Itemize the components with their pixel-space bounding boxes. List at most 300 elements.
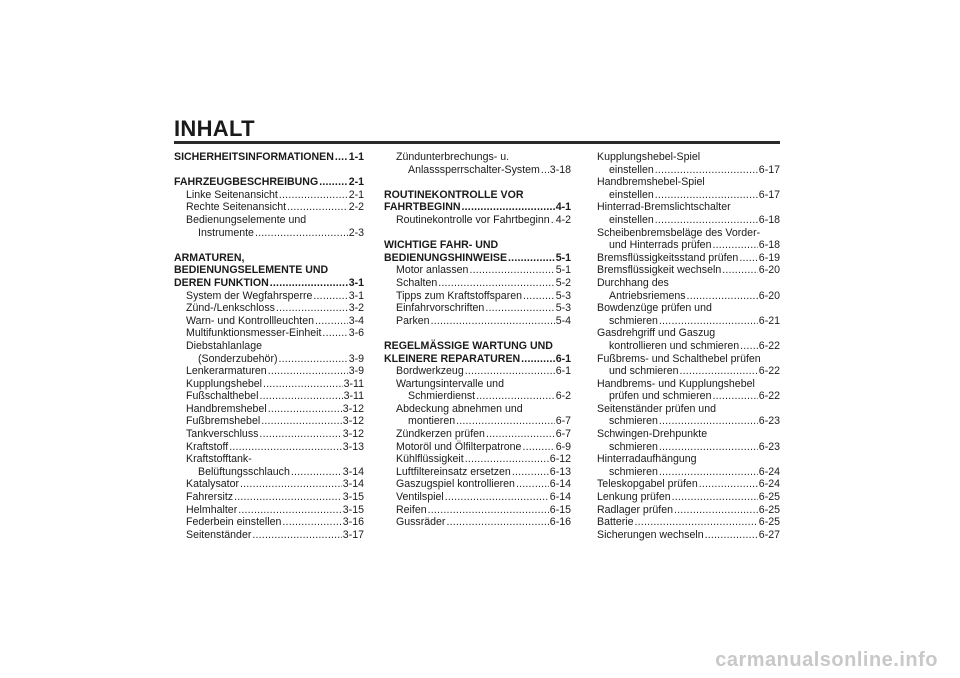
toc-entry[interactable] bbox=[597, 227, 780, 240]
toc-page-number: 3-15 bbox=[342, 491, 364, 504]
toc-entry-label: Kupplungshebel bbox=[186, 377, 262, 390]
toc-entry-label: Reifen bbox=[396, 503, 427, 516]
toc-entry-label: Batterie bbox=[597, 516, 634, 529]
toc-entry-label: BEDIENUNGSELEMENTE UND bbox=[174, 264, 329, 277]
toc-entry[interactable] bbox=[597, 176, 780, 189]
page-title: INHALT bbox=[174, 116, 255, 141]
toc-entry[interactable] bbox=[174, 441, 364, 454]
toc-entry[interactable] bbox=[384, 365, 571, 378]
toc-leader-dots bbox=[276, 302, 348, 315]
toc-entry-label: Routinekontrolle vor Fahrtbeginn bbox=[396, 213, 550, 226]
toc-entry[interactable] bbox=[174, 491, 364, 504]
toc-page-number: 6-24 bbox=[758, 465, 780, 478]
toc-entry[interactable] bbox=[384, 151, 571, 164]
toc-entry-label: Kühlflüssigkeit bbox=[396, 453, 464, 466]
toc-leader-dots bbox=[523, 290, 555, 303]
toc-entry-label: Fahrersitz bbox=[186, 491, 234, 504]
toc-page-number: 3-16 bbox=[342, 516, 364, 529]
toc-page-number: 6-7 bbox=[555, 415, 571, 428]
toc-leader-dots bbox=[291, 466, 342, 479]
toc-page-number: 6-14 bbox=[549, 478, 571, 491]
toc-entry[interactable] bbox=[597, 478, 780, 491]
toc-entry[interactable] bbox=[384, 453, 571, 466]
toc-leader-dots bbox=[674, 504, 758, 517]
toc-entry[interactable] bbox=[597, 264, 780, 277]
toc-leader-dots bbox=[259, 390, 342, 403]
toc-leader-dots bbox=[740, 340, 758, 353]
toc-leader-dots bbox=[438, 277, 554, 290]
toc-entry[interactable] bbox=[384, 516, 571, 529]
toc-entry[interactable] bbox=[174, 516, 364, 529]
toc-entry-label: Zünd-/Lenkschloss bbox=[186, 302, 275, 315]
toc-leader-dots bbox=[268, 365, 348, 378]
toc-entry[interactable] bbox=[174, 390, 364, 403]
toc-leader-dots bbox=[229, 441, 342, 454]
toc-page-number: 6-15 bbox=[549, 503, 571, 516]
toc-entry-label: KLEINERE REPARATUREN bbox=[384, 352, 521, 365]
toc-entry-label: Handbrems- und Kupplungshebel bbox=[597, 377, 755, 390]
toc-entry-label: Warn- und Kontrollleuchten bbox=[186, 314, 314, 327]
toc-entry-label: schmieren bbox=[609, 415, 658, 428]
toc-entry[interactable] bbox=[384, 441, 571, 454]
toc-entry-label: Gussräder bbox=[396, 516, 446, 529]
toc-entry[interactable] bbox=[174, 302, 364, 315]
toc-entry-label: Ventilspiel bbox=[396, 491, 444, 504]
toc-entry-label: Bremsflüssigkeitsstand prüfen bbox=[597, 251, 739, 264]
toc-leader-dots bbox=[456, 415, 555, 428]
toc-entry[interactable] bbox=[597, 516, 780, 529]
toc-entry[interactable] bbox=[174, 201, 364, 214]
toc-entry-label: Hinterrad-Bremslichtschalter bbox=[597, 201, 731, 214]
toc-page-number: 6-20 bbox=[758, 289, 780, 302]
toc-entry[interactable] bbox=[597, 353, 780, 366]
toc-entry[interactable] bbox=[597, 151, 780, 164]
toc-entry[interactable] bbox=[597, 504, 780, 517]
toc-entry[interactable] bbox=[174, 478, 364, 491]
toc-leader-dots bbox=[659, 315, 758, 328]
toc-spacer bbox=[174, 239, 364, 252]
toc-entry[interactable] bbox=[384, 164, 571, 177]
toc-page-number: 6-12 bbox=[549, 453, 571, 466]
toc-entry[interactable] bbox=[597, 390, 780, 403]
toc-page-number: 6-23 bbox=[758, 440, 780, 453]
toc-entry-label: Durchhang des bbox=[597, 276, 669, 289]
toc-page-number: 6-9 bbox=[555, 440, 571, 453]
toc-leader-dots bbox=[705, 529, 758, 542]
toc-page-number: 3-1 bbox=[348, 276, 364, 289]
toc-page-number: 6-27 bbox=[758, 528, 780, 541]
toc-entry[interactable] bbox=[384, 504, 571, 517]
toc-entry-label: Teleskopgabel prüfen bbox=[597, 478, 698, 491]
toc-entry[interactable] bbox=[597, 201, 780, 214]
toc-entry-label: Rechte Seitenansicht bbox=[186, 201, 287, 214]
toc-page-number: 6-16 bbox=[549, 516, 571, 529]
toc-entry-label: Zündkerzen prüfen bbox=[396, 428, 485, 441]
toc-section-heading[interactable] bbox=[174, 252, 364, 265]
toc-entry[interactable] bbox=[174, 290, 364, 303]
toc-entry[interactable] bbox=[174, 214, 364, 227]
toc-entry-label: und Hinterrads prüfen bbox=[609, 239, 712, 252]
toc-page-number: 6-23 bbox=[758, 415, 780, 428]
toc-page-number: 4-1 bbox=[555, 201, 571, 214]
toc-page-number: 5-1 bbox=[555, 251, 571, 264]
toc-entry-label: Scheibenbremsbeläge des Vorder- bbox=[597, 226, 761, 239]
toc-page-number: 2-1 bbox=[348, 188, 364, 201]
toc-page-number: 3-14 bbox=[342, 465, 364, 478]
toc-entry[interactable] bbox=[384, 403, 571, 416]
toc-leader-dots bbox=[445, 491, 549, 504]
toc-entry-label: prüfen und schmieren bbox=[609, 390, 712, 403]
toc-entry-label: Bowdenzüge prüfen und bbox=[597, 302, 712, 315]
toc-leader-dots bbox=[699, 478, 758, 491]
toc-leader-dots bbox=[431, 315, 555, 328]
toc-page-number: 6-24 bbox=[758, 478, 780, 491]
toc-leader-dots bbox=[551, 214, 555, 227]
toc-entry[interactable] bbox=[597, 327, 780, 340]
toc-entry-label: schmieren bbox=[609, 440, 658, 453]
toc-leader-dots bbox=[279, 189, 348, 202]
toc-entry[interactable] bbox=[384, 214, 571, 227]
toc-section-heading[interactable] bbox=[384, 201, 571, 214]
toc-leader-dots bbox=[261, 415, 342, 428]
toc-leader-dots bbox=[240, 478, 342, 491]
toc-leader-dots bbox=[655, 189, 758, 202]
toc-entry[interactable] bbox=[174, 353, 364, 366]
toc-page-number: 5-3 bbox=[555, 302, 571, 315]
toc-entry-label: einstellen bbox=[609, 163, 654, 176]
toc-entry-label: Abdeckung abnehmen und bbox=[396, 402, 523, 415]
toc-leader-dots bbox=[252, 529, 341, 542]
toc-entry[interactable] bbox=[597, 290, 780, 303]
toc-page-number: 3-2 bbox=[348, 302, 364, 315]
toc-page-number: 3-18 bbox=[549, 163, 571, 176]
toc-spacer bbox=[174, 164, 364, 177]
toc-leader-dots bbox=[541, 164, 549, 177]
toc-entry-label: Instrumente bbox=[198, 226, 254, 239]
toc-entry[interactable] bbox=[384, 315, 571, 328]
toc-page-number: 6-22 bbox=[758, 365, 780, 378]
toc-entry-label: Schmierdienst bbox=[408, 390, 476, 403]
toc-entry-label: Antriebsriemens bbox=[609, 289, 686, 302]
toc-entry-label: schmieren bbox=[609, 314, 658, 327]
toc-entry-label: Tankverschluss bbox=[186, 428, 259, 441]
toc-page-number: 6-17 bbox=[758, 188, 780, 201]
toc-entry-label: Belüftungsschlauch bbox=[198, 465, 290, 478]
toc-page-number: 3-13 bbox=[342, 440, 364, 453]
title-rule bbox=[174, 141, 780, 144]
toc-leader-dots bbox=[462, 201, 555, 214]
toc-leader-dots bbox=[313, 290, 347, 303]
toc-page-number: 3-1 bbox=[348, 289, 364, 302]
toc-entry[interactable] bbox=[384, 428, 571, 441]
toc-entry[interactable] bbox=[174, 504, 364, 517]
toc-entry-label: Multifunktionsmesser-Einheit bbox=[186, 327, 322, 340]
toc-entry-label: Einfahrvorschriften bbox=[396, 302, 485, 315]
toc-page-number: 4-2 bbox=[555, 213, 571, 226]
toc-entry-label: Bremsflüssigkeit wechseln bbox=[597, 264, 722, 277]
toc-entry[interactable] bbox=[174, 189, 364, 202]
toc-entry[interactable] bbox=[384, 302, 571, 315]
toc-page-number: 6-25 bbox=[758, 491, 780, 504]
toc-page-number: 3-11 bbox=[343, 377, 364, 390]
toc-entry-label: Lenkerarmaturen bbox=[186, 365, 267, 378]
toc-page-number: 3-9 bbox=[348, 365, 364, 378]
toc-entry[interactable] bbox=[174, 529, 364, 542]
toc-entry-label: Kraftstoff bbox=[186, 440, 229, 453]
toc-entry-label: Zündunterbrechungs- u. bbox=[396, 151, 510, 163]
toc-leader-dots bbox=[486, 428, 555, 441]
toc-entry[interactable] bbox=[174, 428, 364, 441]
toc-entry[interactable] bbox=[597, 378, 780, 391]
toc-leader-dots bbox=[722, 264, 758, 277]
toc-entry-label: Diebstahlanlage bbox=[186, 339, 262, 352]
toc-entry-label: Gasdrehgriff und Gaszug bbox=[597, 327, 716, 340]
toc-column-3 bbox=[597, 151, 780, 541]
toc-entry[interactable] bbox=[384, 290, 571, 303]
toc-entry[interactable] bbox=[597, 529, 780, 542]
toc-entry[interactable] bbox=[597, 214, 780, 227]
toc-leader-dots bbox=[238, 504, 342, 517]
toc-page-number: 3-12 bbox=[342, 428, 364, 441]
toc-leader-dots bbox=[259, 428, 341, 441]
toc-leader-dots bbox=[712, 239, 757, 252]
toc-leader-dots bbox=[469, 264, 554, 277]
toc-leader-dots bbox=[672, 491, 758, 504]
toc-page-number: 2-2 bbox=[348, 201, 364, 214]
toc-leader-dots bbox=[516, 478, 549, 491]
toc-leader-dots bbox=[263, 378, 343, 391]
toc-leader-dots bbox=[687, 290, 758, 303]
toc-page-number: 6-13 bbox=[549, 465, 571, 478]
toc-page-number: 3-9 bbox=[348, 352, 364, 365]
toc-leader-dots bbox=[335, 151, 348, 164]
toc-leader-dots bbox=[315, 315, 348, 328]
toc-entry[interactable] bbox=[597, 466, 780, 479]
toc-page-number: 6-2 bbox=[555, 390, 571, 403]
toc-leader-dots bbox=[512, 466, 549, 479]
toc-page-number: 2-3 bbox=[348, 226, 364, 239]
toc-page-number: 2-1 bbox=[348, 176, 364, 189]
toc-page-number: 3-14 bbox=[342, 478, 364, 491]
toc-leader-dots bbox=[446, 516, 548, 529]
toc-entry-label: DEREN FUNKTION bbox=[174, 276, 269, 289]
toc-page-number: 1-1 bbox=[348, 151, 364, 163]
toc-page-number: 3-15 bbox=[342, 503, 364, 516]
toc-column-2 bbox=[384, 151, 571, 529]
toc-entry-label: Gaszugspiel kontrollieren bbox=[396, 478, 515, 491]
toc-entry[interactable] bbox=[597, 189, 780, 202]
toc-entry[interactable] bbox=[597, 315, 780, 328]
toc-entry-label: Bedienungselemente und bbox=[186, 213, 307, 226]
toc-entry[interactable] bbox=[174, 327, 364, 340]
toc-entry-label: montieren bbox=[408, 415, 456, 428]
toc-leader-dots bbox=[255, 227, 348, 240]
toc-page-number: 6-14 bbox=[549, 491, 571, 504]
toc-entry[interactable] bbox=[384, 491, 571, 504]
toc-entry-label: einstellen bbox=[609, 188, 654, 201]
toc-entry-label: Lenkung prüfen bbox=[597, 491, 671, 504]
toc-entry[interactable] bbox=[174, 227, 364, 240]
toc-entry-label: Bordwerkzeug bbox=[396, 365, 464, 378]
toc-entry[interactable] bbox=[597, 340, 780, 353]
toc-page-number: 3-17 bbox=[342, 528, 364, 541]
toc-section-heading[interactable] bbox=[174, 151, 364, 164]
toc-leader-dots bbox=[319, 176, 347, 189]
toc-entry-label: Radlager prüfen bbox=[597, 503, 673, 516]
toc-entry-label: Kraftstofftank- bbox=[186, 453, 252, 466]
toc-entry-label: Linke Seitenansicht bbox=[186, 188, 278, 201]
toc-entry[interactable] bbox=[174, 378, 364, 391]
toc-entry[interactable] bbox=[597, 415, 780, 428]
toc-entry[interactable] bbox=[384, 415, 571, 428]
toc-entry-label: FAHRZEUGBESCHREIBUNG bbox=[174, 176, 319, 189]
toc-page-number: 5-4 bbox=[555, 314, 571, 327]
toc-entry[interactable] bbox=[174, 315, 364, 328]
toc-entry[interactable] bbox=[174, 453, 364, 466]
toc-spacer bbox=[384, 227, 571, 240]
watermark: carmanualsonline.info bbox=[715, 649, 938, 671]
toc-leader-dots bbox=[635, 516, 758, 529]
toc-entry-label: Motor anlassen bbox=[396, 264, 469, 277]
toc-entry[interactable] bbox=[384, 478, 571, 491]
toc-leader-dots bbox=[659, 466, 758, 479]
toc-page-number: 6-22 bbox=[758, 390, 780, 403]
toc-entry[interactable] bbox=[597, 252, 780, 265]
toc-leader-dots bbox=[522, 441, 554, 454]
toc-page-number: 6-20 bbox=[758, 264, 780, 277]
toc-page-number: 5-3 bbox=[555, 289, 571, 302]
toc-leader-dots bbox=[428, 504, 549, 517]
toc-page-number: 6-17 bbox=[758, 163, 780, 176]
toc-entry-label: Sicherungen wechseln bbox=[597, 528, 704, 541]
toc-section-heading[interactable] bbox=[384, 239, 571, 252]
toc-leader-dots bbox=[268, 403, 342, 416]
toc-leader-dots bbox=[508, 252, 555, 265]
toc-page-number: 6-25 bbox=[758, 516, 780, 529]
toc-page-number: 6-22 bbox=[758, 339, 780, 352]
toc-page-number: 6-1 bbox=[555, 352, 571, 365]
toc-page-number: 6-18 bbox=[758, 213, 780, 226]
toc-entry[interactable] bbox=[597, 441, 780, 454]
toc-leader-dots bbox=[465, 365, 555, 378]
toc-entry-label: Hinterradaufhängung bbox=[597, 453, 697, 466]
toc-entry[interactable] bbox=[597, 403, 780, 416]
toc-entry-label: Helmhalter bbox=[186, 503, 238, 516]
toc-spacer bbox=[384, 327, 571, 340]
toc-section-heading[interactable] bbox=[384, 353, 571, 366]
toc-section-heading[interactable] bbox=[384, 189, 571, 202]
toc-entry[interactable] bbox=[597, 365, 780, 378]
toc-entry-label: Wartungsintervalle und bbox=[396, 377, 504, 390]
toc-entry[interactable] bbox=[174, 403, 364, 416]
toc-entry-label: Katalysator bbox=[186, 478, 239, 491]
toc-entry-label: einstellen bbox=[609, 213, 654, 226]
toc-entry-label: schmieren bbox=[609, 465, 658, 478]
toc-section-heading[interactable] bbox=[384, 252, 571, 265]
toc-leader-dots bbox=[287, 201, 348, 214]
toc-entry[interactable] bbox=[597, 302, 780, 315]
toc-entry-label: REGELMÄSSIGE WARTUNG UND bbox=[384, 339, 553, 352]
toc-entry-label: (Sonderzubehör) bbox=[198, 352, 278, 365]
toc-page-number: 6-19 bbox=[758, 251, 780, 264]
toc-leader-dots bbox=[485, 302, 554, 315]
toc-page-number: 3-12 bbox=[342, 402, 364, 415]
toc-entry-label: SICHERHEITSINFORMATIONEN bbox=[174, 151, 334, 163]
toc-leader-dots bbox=[680, 365, 758, 378]
toc-entry[interactable] bbox=[597, 428, 780, 441]
toc-leader-dots bbox=[234, 491, 342, 504]
toc-leader-dots bbox=[282, 516, 341, 529]
toc-entry[interactable] bbox=[384, 390, 571, 403]
toc-leader-dots bbox=[712, 390, 757, 403]
toc-entry[interactable] bbox=[174, 340, 364, 353]
toc-entry[interactable] bbox=[597, 164, 780, 177]
toc-leader-dots bbox=[739, 252, 757, 265]
toc-page-number: 6-18 bbox=[758, 239, 780, 252]
toc-entry[interactable] bbox=[384, 264, 571, 277]
toc-leader-dots bbox=[322, 327, 347, 340]
toc-entry-label: Parken bbox=[396, 314, 430, 327]
toc-entry[interactable] bbox=[597, 277, 780, 290]
toc-page-number: 5-2 bbox=[555, 276, 571, 289]
toc-entry-label: Fußbremshebel bbox=[186, 415, 261, 428]
toc-page-number: 3-12 bbox=[342, 415, 364, 428]
toc-entry[interactable] bbox=[384, 466, 571, 479]
toc-page-number: 3-6 bbox=[348, 327, 364, 340]
toc-entry[interactable] bbox=[384, 277, 571, 290]
toc-entry[interactable] bbox=[174, 365, 364, 378]
toc-entry[interactable] bbox=[174, 466, 364, 479]
toc-entry[interactable] bbox=[174, 415, 364, 428]
toc-page-number: 5-1 bbox=[555, 264, 571, 277]
toc-leader-dots bbox=[521, 353, 555, 366]
toc-page-number: 6-21 bbox=[758, 314, 780, 327]
toc-leader-dots bbox=[270, 277, 348, 290]
toc-entry-label: Handbremshebel bbox=[186, 402, 267, 415]
toc-entry-label: Seitenständer bbox=[186, 528, 252, 541]
toc-entry[interactable] bbox=[384, 378, 571, 391]
toc-entry[interactable] bbox=[597, 491, 780, 504]
toc-entry-label: ARMATUREN, bbox=[174, 251, 245, 264]
toc-page-number: 6-7 bbox=[555, 428, 571, 441]
toc-entry-label: Schalten bbox=[396, 276, 438, 289]
toc-leader-dots bbox=[659, 415, 758, 428]
toc-spacer bbox=[384, 176, 571, 189]
toc-entry-label: Handbremshebel-Spiel bbox=[597, 176, 705, 189]
toc-section-heading[interactable] bbox=[174, 176, 364, 189]
toc-leader-dots bbox=[476, 390, 555, 403]
toc-entry-label: Kupplungshebel-Spiel bbox=[597, 151, 701, 163]
toc-page-number: 3-4 bbox=[348, 314, 364, 327]
toc-entry-label: FAHRTBEGINN bbox=[384, 201, 461, 214]
toc-entry-label: BEDIENUNGSHINWEISE bbox=[384, 251, 508, 264]
toc-leader-dots bbox=[279, 353, 348, 366]
toc-entry-label: Schwingen-Drehpunkte bbox=[597, 428, 708, 441]
toc-entry-label: kontrollieren und schmieren bbox=[609, 339, 740, 352]
toc-leader-dots bbox=[465, 453, 549, 466]
toc-section-heading[interactable] bbox=[174, 264, 364, 277]
toc-section-heading[interactable] bbox=[174, 277, 364, 290]
toc-entry-label: Federbein einstellen bbox=[186, 516, 282, 529]
toc-page-number: 6-25 bbox=[758, 503, 780, 516]
toc-leader-dots bbox=[655, 214, 758, 227]
toc-entry-label: Motoröl und Ölfilterpatrone bbox=[396, 440, 522, 453]
toc-entry[interactable] bbox=[597, 453, 780, 466]
toc-entry-label: Seitenständer prüfen und bbox=[597, 402, 716, 415]
toc-entry[interactable] bbox=[597, 239, 780, 252]
toc-entry-label: ROUTINEKONTROLLE VOR bbox=[384, 188, 524, 201]
toc-section-heading[interactable] bbox=[384, 340, 571, 353]
